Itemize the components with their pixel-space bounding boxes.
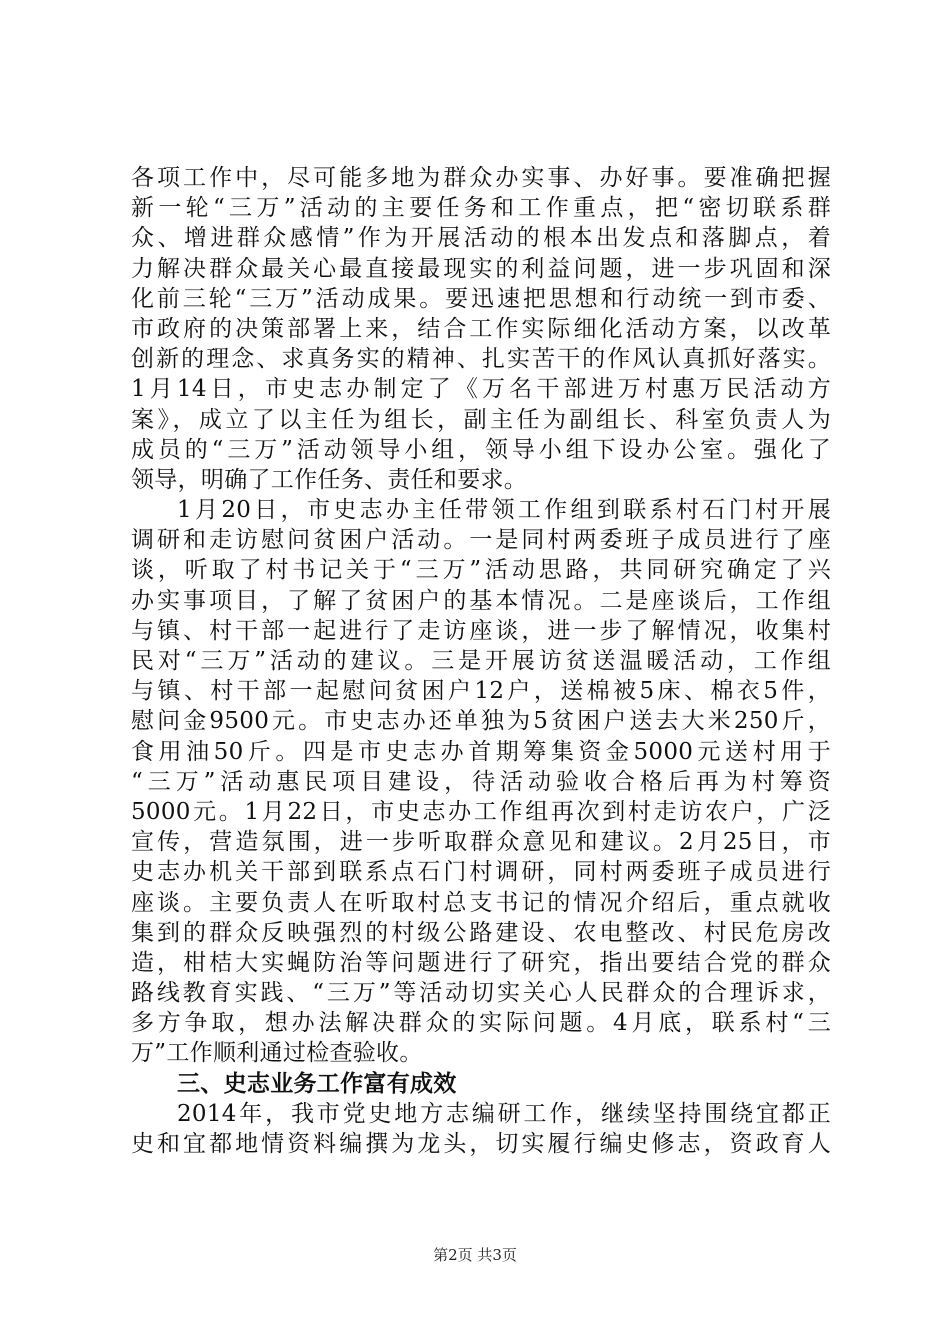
paragraph-start-line: 1月20日，市史志办主任带领工作组到联系村石门村开展 xyxy=(177,497,831,524)
text-line: 史和宜都地情资料编撰为龙头，切实履行编史修志，资政育人 xyxy=(131,1131,831,1157)
text-line: 多方争取，想办法解决群众的实际问题。4月底，联系村“三 xyxy=(131,1010,831,1037)
page-footer xyxy=(0,1244,950,1265)
text-line: 路线教育实践、“三万”等活动切实关心人民群众的合理诉求， xyxy=(131,980,831,1007)
page-number-label: 第2页 共3页 xyxy=(433,1246,517,1264)
text-line: 造，柑桔大实蝇防治等问题进行了研究，指出要结合党的群众 xyxy=(131,949,831,976)
text-line: 民对“三万”活动的建议。三是开展访贫送温暖活动，工作组 xyxy=(131,648,831,674)
text-line: 办实事项目，了解了贫困户的基本情况。二是座谈后，工作组 xyxy=(131,587,831,614)
text-line: 化前三轮“三万”活动成果。要迅速把思想和行动统一到市委、 xyxy=(131,285,831,312)
text-line: 5000元。1月22日，市史志办工作组再次到村走访农户，广泛 xyxy=(131,798,831,825)
document-body xyxy=(131,163,831,1159)
text-line: 万”工作顺利通过检查验收。 xyxy=(131,1040,423,1067)
text-line: 慰问金9500元。市史志办还单独为5贫困户送去大米250斤， xyxy=(131,708,831,735)
text-line: 领导，明确了工作任务、责任和要求。 xyxy=(131,466,528,493)
text-line: 创新的理念、求真务实的精神、扎实苦干的作风认真抓好落实。 xyxy=(131,346,831,373)
text-line: 力解决群众最关心最直接最现实的利益问题，进一步巩固和深 xyxy=(131,255,831,282)
text-line: 市政府的决策部署上来，结合工作实际细化活动方案，以改革 xyxy=(131,315,831,342)
text-line: 调研和走访慰问贫困户活动。一是同村两委班子成员进行了座 xyxy=(131,527,831,554)
text-line: 与镇、村干部一起慰问贫困户12户，送棉被5床、棉衣5件， xyxy=(131,678,831,705)
text-line: 各项工作中，尽可能多地为群众办实事、办好事。要准确把握 xyxy=(131,165,831,191)
text-line: 座谈。主要负责人在听取村总支书记的情况介绍后，重点就收 xyxy=(131,889,831,916)
text-line: “三万”活动惠民项目建设，待活动验收合格后再为村筹资 xyxy=(131,768,831,795)
text-line: 食用油50斤。四是市史志办首期筹集资金5000元送村用于 xyxy=(131,738,831,765)
text-line: 新一轮“三万”活动的主要任务和工作重点，把“密切联系群 xyxy=(131,195,831,222)
text-line: 1月14日，市史志办制定了《万名干部进万村惠万民活动方 xyxy=(131,376,831,403)
text-line: 史志办机关干部到联系点石门村调研，同村两委班子成员进行 xyxy=(131,859,831,886)
paragraph-start-line: 2014年，我市党史地方志编研工作，继续坚持围绕宜都正 xyxy=(177,1100,831,1127)
section-heading: 三、史志业务工作富有成效 xyxy=(177,1070,457,1097)
text-line: 案》，成立了以主任为组长，副主任为副组长、科室负责人为 xyxy=(131,406,831,433)
text-line: 谈，听取了村书记关于“三万”活动思路，共同研究确定了兴 xyxy=(131,557,831,584)
text-line: 宣传，营造氛围，进一步听取群众意见和建议。2月25日，市 xyxy=(131,829,831,856)
text-line: 众、增进群众感情”作为开展活动的根本出发点和落脚点，着 xyxy=(131,225,831,252)
text-line: 与镇、村干部一起进行了走访座谈，进一步了解情况，收集村 xyxy=(131,617,831,644)
text-line: 集到的群众反映强烈的村级公路建设、农电整改、村民危房改 xyxy=(131,919,831,946)
text-line: 成员的“三万”活动领导小组，领导小组下设办公室。强化了 xyxy=(131,436,831,463)
